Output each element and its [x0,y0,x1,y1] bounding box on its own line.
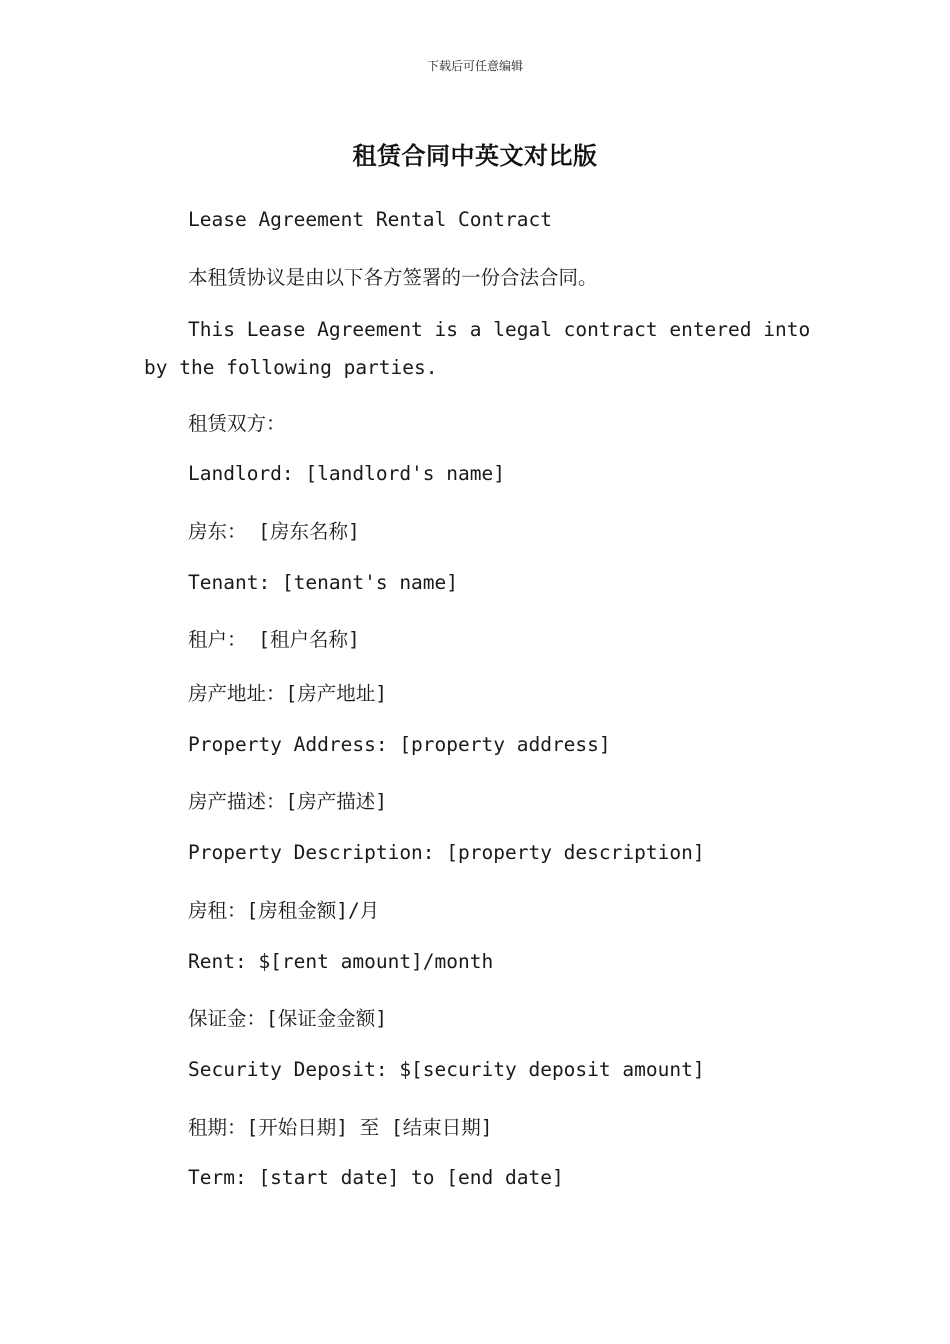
paragraph-intro-en [144,311,811,387]
document-title: 租赁合同中英文对比版 [352,142,598,170]
line-tenant-cn: 租户： [租户名称] [188,628,360,651]
line-term-cn: 租期：[开始日期] 至 [结束日期] [188,1116,493,1139]
line-property-address-cn: 房产地址：[房产地址] [188,682,387,705]
line-rent-cn: 房租：[房租金额]/月 [188,899,380,922]
line-property-description-cn: 房产描述：[房产描述] [188,790,387,813]
line-term-en: Term: [start date] to [end date] [188,1166,564,1189]
line-lease-agreement-title-en: Lease Agreement Rental Contract [188,208,552,231]
line-property-address-en: Property Address: [property address] [188,733,611,756]
line-property-description-en: Property Description: [property description] [188,841,705,864]
line-landlord-cn: 房东： [房东名称] [188,520,360,543]
line-rent-en: Rent: $[rent amount]/month [188,950,494,973]
line-intro-cn: 本租赁协议是由以下各方签署的一份合法合同。 [188,266,598,289]
line-landlord-en: Landlord: [landlord's name] [188,462,505,485]
line-security-deposit-cn: 保证金：[保证金金额] [188,1007,387,1030]
line-parties-cn: 租赁双方： [188,412,286,435]
line-tenant-en: Tenant: [tenant's name] [188,571,459,594]
paragraph-intro-en-line-1: This Lease Agreement is a legal contract entered into [188,318,811,341]
header-note: 下载后可任意编辑 [426,59,523,73]
paragraph-intro-en-line-2: by the following parties. [144,356,438,379]
line-security-deposit-en: Security Deposit: $[security deposit amount] [188,1058,705,1081]
